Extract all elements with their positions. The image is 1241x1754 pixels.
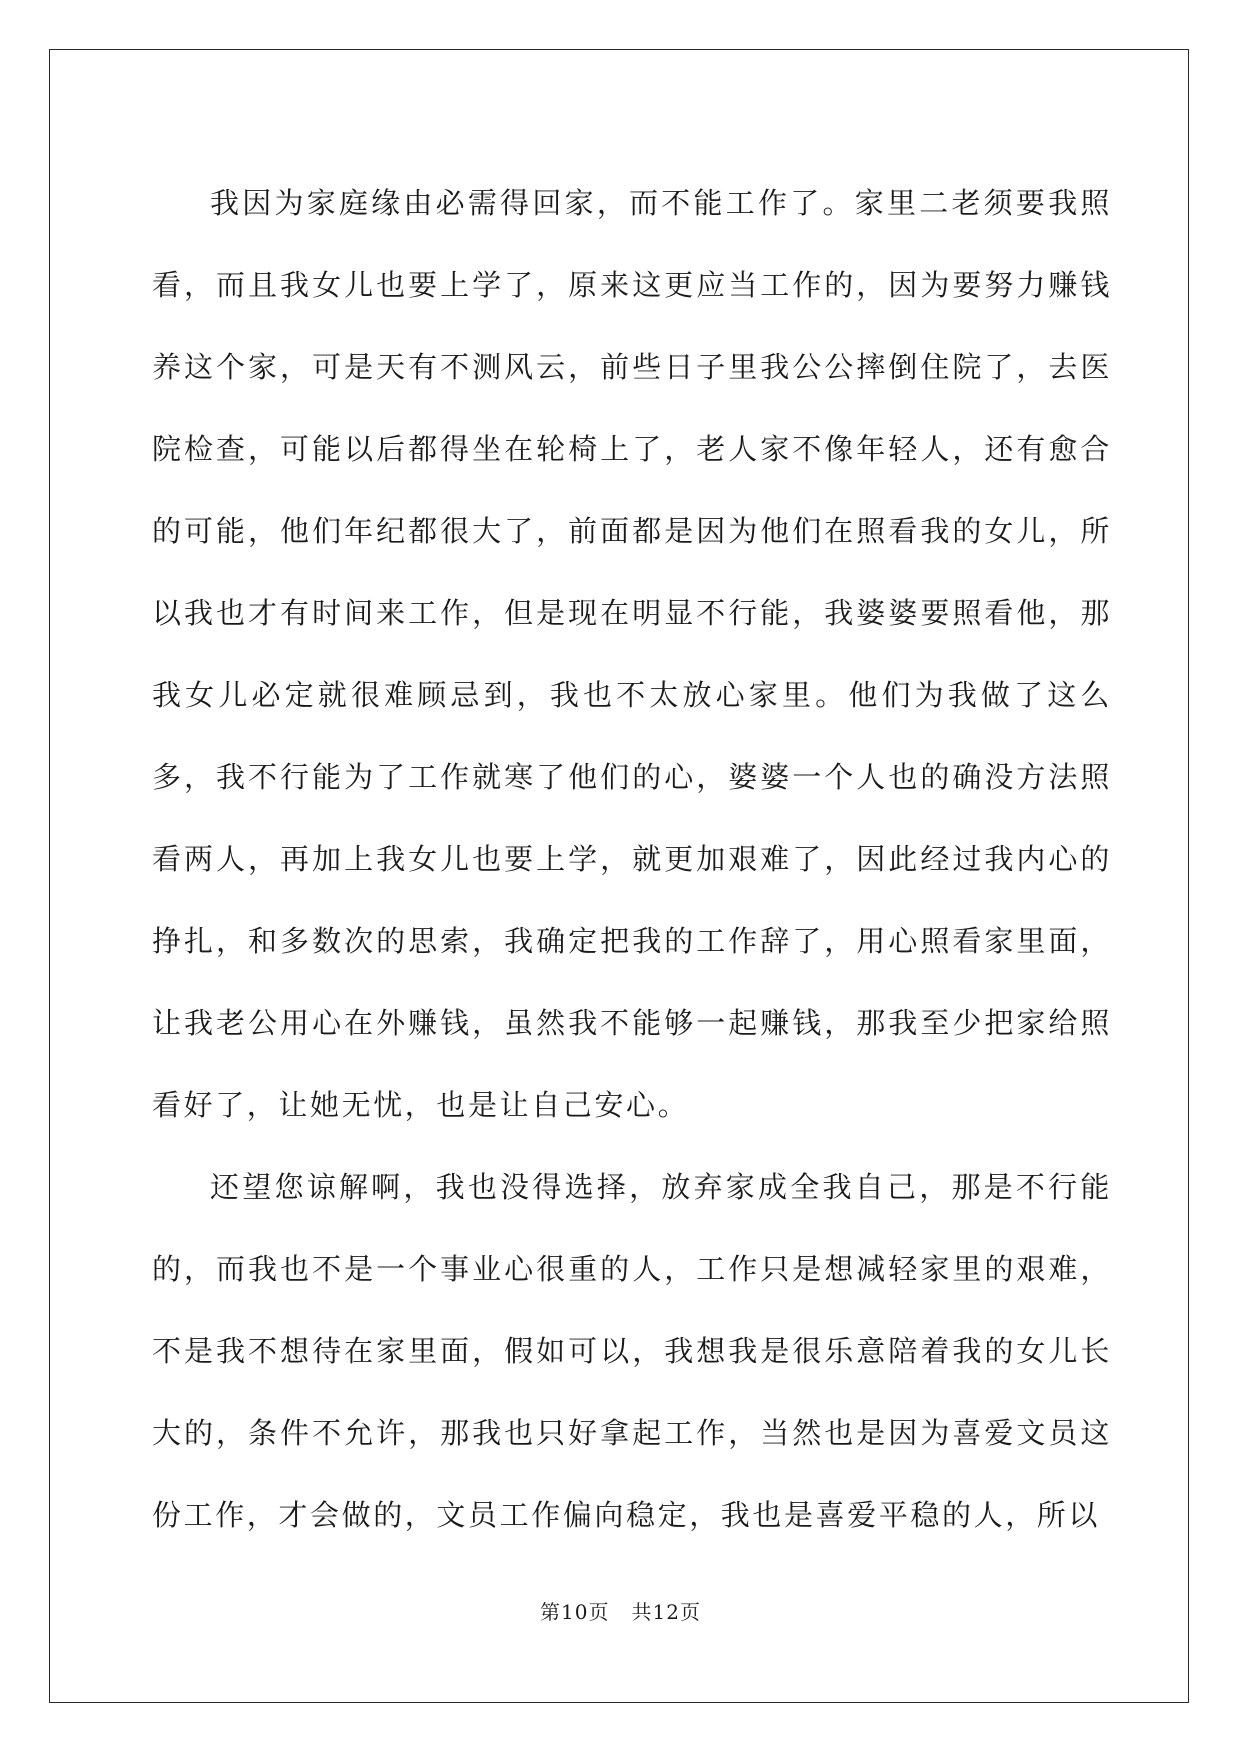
current-page-label: 第10页 [540, 1600, 610, 1624]
page-footer [0, 1596, 1241, 1625]
total-pages-label: 共12页 [631, 1600, 701, 1624]
document-body [152, 162, 1112, 1556]
footer-spacer [609, 1600, 631, 1624]
paragraph-1: 我因为家庭缘由必需得回家，而不能工作了。家里二老须要我照看，而且我女儿也要上学了，原来这更应当工作的，因为要努力赚钱养这个家，可是天有不测风云，前些日子里我公公摔倒住院了，去医院检查，可能以后都得坐在轮椅上了，老人家不像年轻人，还有愈合的可能，他们年纪都很大了，前面都是因为他们在照看我的女儿，所以我也才有时间来工作，但是现在明显不行能，我婆婆要照看他，那我女儿必定就很难顾忌到，我也不太放心家里。他们为我做了这么多，我不行能为了工作就寒了他们的心，婆婆一个人也的确没方法照看两人，再加上我女儿也要上学，就更加艰难了，因此经过我内心的挣扎，和多数次的思索，我确定把我的工作辞了，用心照看家里面，让我老公用心在外赚钱，虽然我不能够一起赚钱，那我至少把家给照看好了，让她无忧，也是让自己安心。 [152, 186, 1112, 1122]
paragraph-2: 还望您谅解啊，我也没得选择，放弃家成全我自己，那是不行能的，而我也不是一个事业心很重的人，工作只是想减轻家里的艰难，不是我不想待在家里面，假如可以，我想我是很乐意陪着我的女儿长大的，条件不允许，那我也只好拿起工作，当然也是因为喜爱文员这份工作，才会做的，文员工作偏向稳定，我也是喜爱平稳的人，所以 [152, 1170, 1112, 1532]
